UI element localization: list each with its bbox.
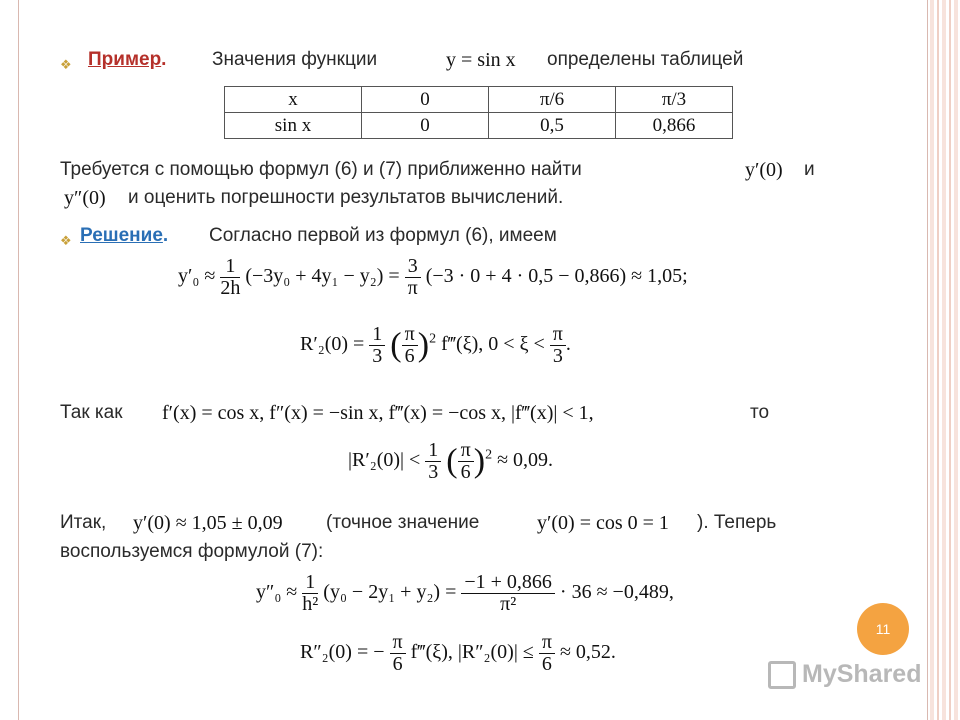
table-row [225,113,733,139]
formula-y2-prime: y″(0) [64,187,106,209]
table-cell: 0 [362,113,489,139]
solution-label: Решение [80,225,163,246]
equation-5: R″₂(0) = − $\frac{\pi}{6}$ f‴(ξ), |R″₂(0)| ≤ $\frac{\pi}{6}$ ≈ 0,52. [300,631,616,675]
thus-text-a: Итак, [60,512,107,533]
table-cell: 0 [362,87,489,113]
solution-heading: Решение. [80,225,169,246]
task-text-a: Требуется с помощью формул (6) и (7) приближенно найти [60,159,582,180]
thus-text-c: ). Теперь [697,512,777,533]
equation-1: y′₀ ≈ $\frac{1}{2h}$ (−3y₀ + 4y₁ − y₂) = $\frac{3}{\pi}$ (−3 · 0 + 4 · 0,5 − 0,866) ≈ 1,05; [178,255,688,299]
formula-estimate: y′(0) ≈ 1,05 ± 0,09 [133,512,283,534]
since-text-a: Так как [60,402,123,423]
example-text-b: определены таблицей [547,49,744,70]
table-cell: x [225,87,362,113]
task-and: и [804,159,815,180]
table-cell: 0,5 [489,113,616,139]
table-row [225,87,733,113]
example-heading: Пример. [88,49,167,70]
example-text-a: Значения функции [212,49,378,70]
equation-4: y″₀ ≈ $\frac{1}{\text{h²}}$ (y₀ − 2y₁ + y₂) = $\frac{-1 + 0,866}{\text{π²}}$ · 36 ≈ −0,489, [256,571,674,615]
since-text-b: то [750,402,770,423]
task-text-b: и оценить погрешности результатов вычислений. [128,187,564,208]
thus-text-b: (точное значение [326,512,480,533]
table-cell: π/3 [616,87,733,113]
example-label: Пример [88,49,162,70]
equation-3: |R′₂(0)| < $\frac{1}{3}$ ( $\frac{\pi}{6}$ )$^2$ ≈ 0,09. [348,439,554,483]
values-table [224,86,733,139]
bullet-icon: ❖ [60,57,72,72]
table-cell: π/6 [489,87,616,113]
solution-text: Согласно первой из формул (6), имеем [209,225,557,246]
decorative-stripes [930,0,960,720]
derivatives-formula: f′(x) = cos x, f″(x) = −sin x, f‴(x) = −cos x, |f‴(x)| < 1, [162,402,594,424]
table-cell: sin x [225,113,362,139]
formula-y1-prime: y′(0) [745,159,783,181]
bullet-icon: ❖ [60,233,72,248]
equation-2: R′₂(0) = $\frac{1}{3}$ ( $\frac{\pi}{6}$ )$^2$ f‴(ξ), 0 < ξ < $\frac{\pi}{3}$ . [300,323,571,367]
logo-icon [768,661,796,689]
watermark-logo: MyShared [768,660,921,689]
formula-sin: y = sin x [446,49,516,71]
table-cell: 0,866 [616,113,733,139]
formula-exact: y′(0) = cos 0 = 1 [537,512,669,534]
thus-text-2: воспользуемся формулой (7): [60,541,324,562]
page-number-badge: 11 [857,603,909,655]
